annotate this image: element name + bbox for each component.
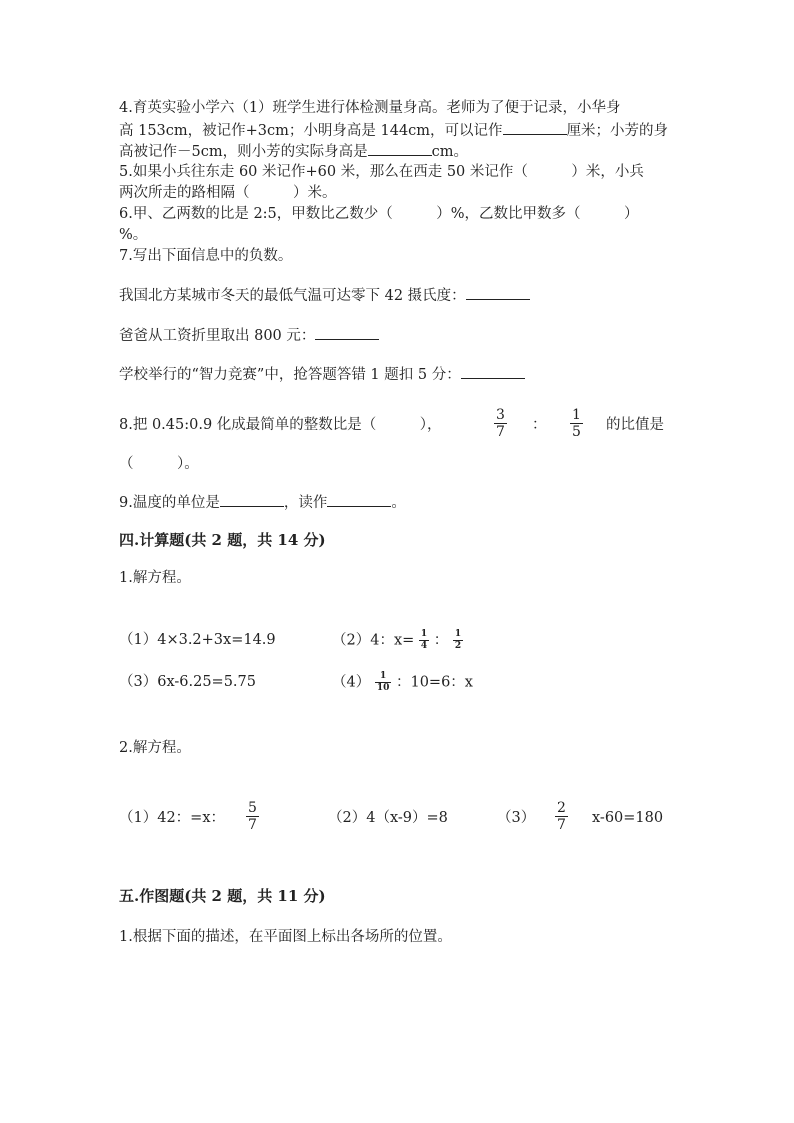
q7-title: 7.写出下面信息中的负数。 [119, 248, 293, 264]
s4-p1-eq3: （3）6x-6.25=5.75 [119, 674, 256, 690]
q8-text: 8.把 0.45:0.9 化成最简单的整数比是（ ）， [119, 417, 442, 433]
section5-p1-title: 1.根据下面的描述，在平面图上标出各场所的位置。 [119, 929, 452, 945]
q8-fraction-3-7 [494, 408, 507, 439]
q7-item2 [119, 325, 379, 346]
q8-fraction-1-5 [570, 408, 583, 439]
q7-item3-text: 学校举行的“智力竞赛”中，抢答题答错 1 题扣 5 分： [119, 367, 461, 383]
s4-p1-eq2-text: （2）4：x= [332, 632, 415, 649]
s4-p2-eq1-fraction-5-7 [246, 801, 259, 832]
q9-blank1[interactable] [220, 492, 284, 507]
q4-line2 [119, 120, 668, 141]
s4-p1-eq2-fraction-1-2 [453, 630, 463, 651]
q4-line3 [119, 141, 468, 162]
section5-heading: 五.作图题(共 2 题，共 11 分) [119, 887, 326, 905]
q9-text-c: 。 [391, 495, 406, 511]
q6-line1: 6.甲、乙两数的比是 2:5，甲数比乙数少（ ）%，乙数比甲数多（ ） [119, 206, 639, 222]
s4-p1-eq2-f1-den: 4 [420, 641, 428, 651]
q8-line2: （ ）。 [119, 456, 199, 472]
q8-frac2-denominator: 5 [572, 424, 581, 440]
q4-line2-tail: 厘米；小芳的身 [566, 123, 669, 139]
s4-p1-eq2-colon: ： [433, 632, 449, 649]
s4-p1-eq2-f2-den: 2 [454, 641, 462, 651]
s4-p2-eq1-f-den: 7 [248, 817, 257, 833]
section4-heading: 四.计算题(共 2 题，共 14 分) [119, 531, 326, 549]
s4-p1-eq4-f-den: 10 [376, 683, 390, 693]
s4-p1-eq2-f1-num: 1 [420, 629, 428, 639]
q7-blank2[interactable] [315, 325, 379, 340]
q5-line1: 5.如果小兵往东走 60 米记作+60 米，那么在西走 50 米记作（ ）米，小兵 [119, 164, 644, 180]
q8-ratio-value-text: 的比值是 [606, 417, 664, 433]
s4-p1-eq2-f2-num: 1 [454, 629, 462, 639]
q4-line3-text: 高被记作－5cm，则小芳的实际身高是 [119, 144, 368, 160]
q4-blank2[interactable] [368, 141, 432, 156]
s4-p2-eq1: （1）42：=x： [119, 810, 226, 826]
q7-blank1[interactable] [466, 285, 530, 300]
s4-p2-eq3-fraction-2-7 [555, 801, 568, 832]
s4-p2-eq1-f-num: 5 [248, 800, 257, 816]
q7-item1 [119, 285, 530, 306]
q9-blank2[interactable] [327, 492, 391, 507]
s4-p1-eq1: （1）4×3.2+3x=14.9 [119, 632, 276, 648]
q5-line2: 两次所走的路相隔（ ）米。 [119, 185, 337, 201]
q8-frac1-numerator: 3 [496, 407, 505, 423]
s4-p1-eq2-fraction-1-4 [419, 630, 429, 651]
q4-line1: 4.育英实验小学六（1）班学生进行体检测量身高。老师为了便于记录，小华身 [119, 100, 621, 116]
section4-p2-title: 2.解方程。 [119, 740, 191, 756]
q4-line2-text: 高 153cm，被记作+3cm；小明身高是 144cm，可以记作 [119, 123, 503, 139]
q9-text-b: ，读作 [283, 495, 328, 511]
s4-p1-eq4-prefix: （4） [332, 674, 371, 691]
q8-colon: ： [532, 417, 547, 433]
q7-item2-text: 爸爸从工资折里取出 800 元： [119, 328, 316, 344]
s4-p1-eq4-f-num: 1 [379, 671, 387, 681]
s4-p2-eq2: （2）4（x-9）=8 [328, 810, 448, 826]
s4-p2-eq3-text: x-60=180 [592, 810, 664, 826]
s4-p2-eq3-prefix: （3） [497, 810, 536, 826]
q4-blank1[interactable] [503, 120, 567, 135]
s4-p1-eq4 [332, 672, 473, 693]
q8-frac1-denominator: 7 [496, 424, 505, 440]
s4-p1-eq2 [332, 630, 463, 651]
section4-p1-title: 1.解方程。 [119, 570, 191, 586]
q9-text-a: 9.温度的单位是 [119, 495, 220, 511]
q7-blank3[interactable] [461, 364, 525, 379]
s4-p1-eq4-text: ：10=6：x [395, 674, 473, 691]
s4-p2-eq3-f-num: 2 [557, 800, 566, 816]
q9-line [119, 492, 406, 513]
q7-item3 [119, 364, 525, 385]
q7-item1-text: 我国北方某城市冬天的最低气温可达零下 42 摄氏度： [119, 288, 466, 304]
q8-frac2-numerator: 1 [572, 407, 581, 423]
s4-p1-eq4-fraction-1-10 [375, 672, 392, 693]
s4-p2-eq3-f-den: 7 [557, 817, 566, 833]
q4-line3-tail: cm。 [431, 144, 468, 160]
q6-line2: %。 [119, 227, 148, 243]
